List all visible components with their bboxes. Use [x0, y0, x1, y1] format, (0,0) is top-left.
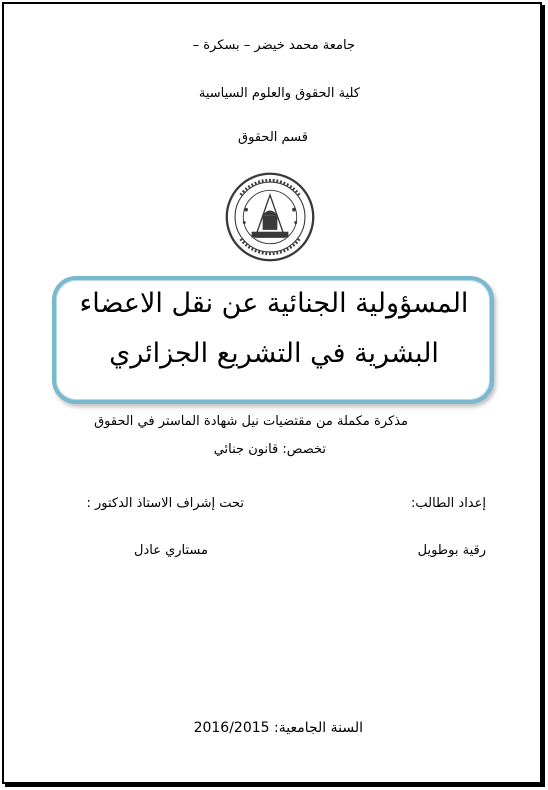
university-name: جامعة محمد خيضر – بسكرة – — [192, 38, 355, 53]
academic-year: السنة الجامعية: 2016/2015 — [193, 720, 363, 736]
faculty-name: كلية الحقوق والعلوم السياسية — [198, 86, 360, 101]
supervisor-name: مستاري عادل — [134, 543, 208, 558]
memo-description: مذكرة مكملة من مقتضيات نيل شهادة الماستر في الحقوق — [94, 414, 408, 429]
preparation-label: إعداد الطالب: — [410, 496, 486, 511]
student-name: رقية بوطويل — [417, 543, 486, 558]
department-name: قسم الحقوق — [238, 130, 308, 145]
university-seal-icon — [224, 171, 316, 263]
specialty: تخصص: قانون جنائي — [213, 442, 326, 457]
thesis-title-line-2: البشرية في التشريع الجزائري — [109, 338, 439, 369]
thesis-title-line-1: المسؤولية الجنائية عن نقل الاعضاء — [79, 288, 469, 319]
supervision-label: تحت إشراف الاستاذ الدكتور : — [86, 496, 244, 511]
